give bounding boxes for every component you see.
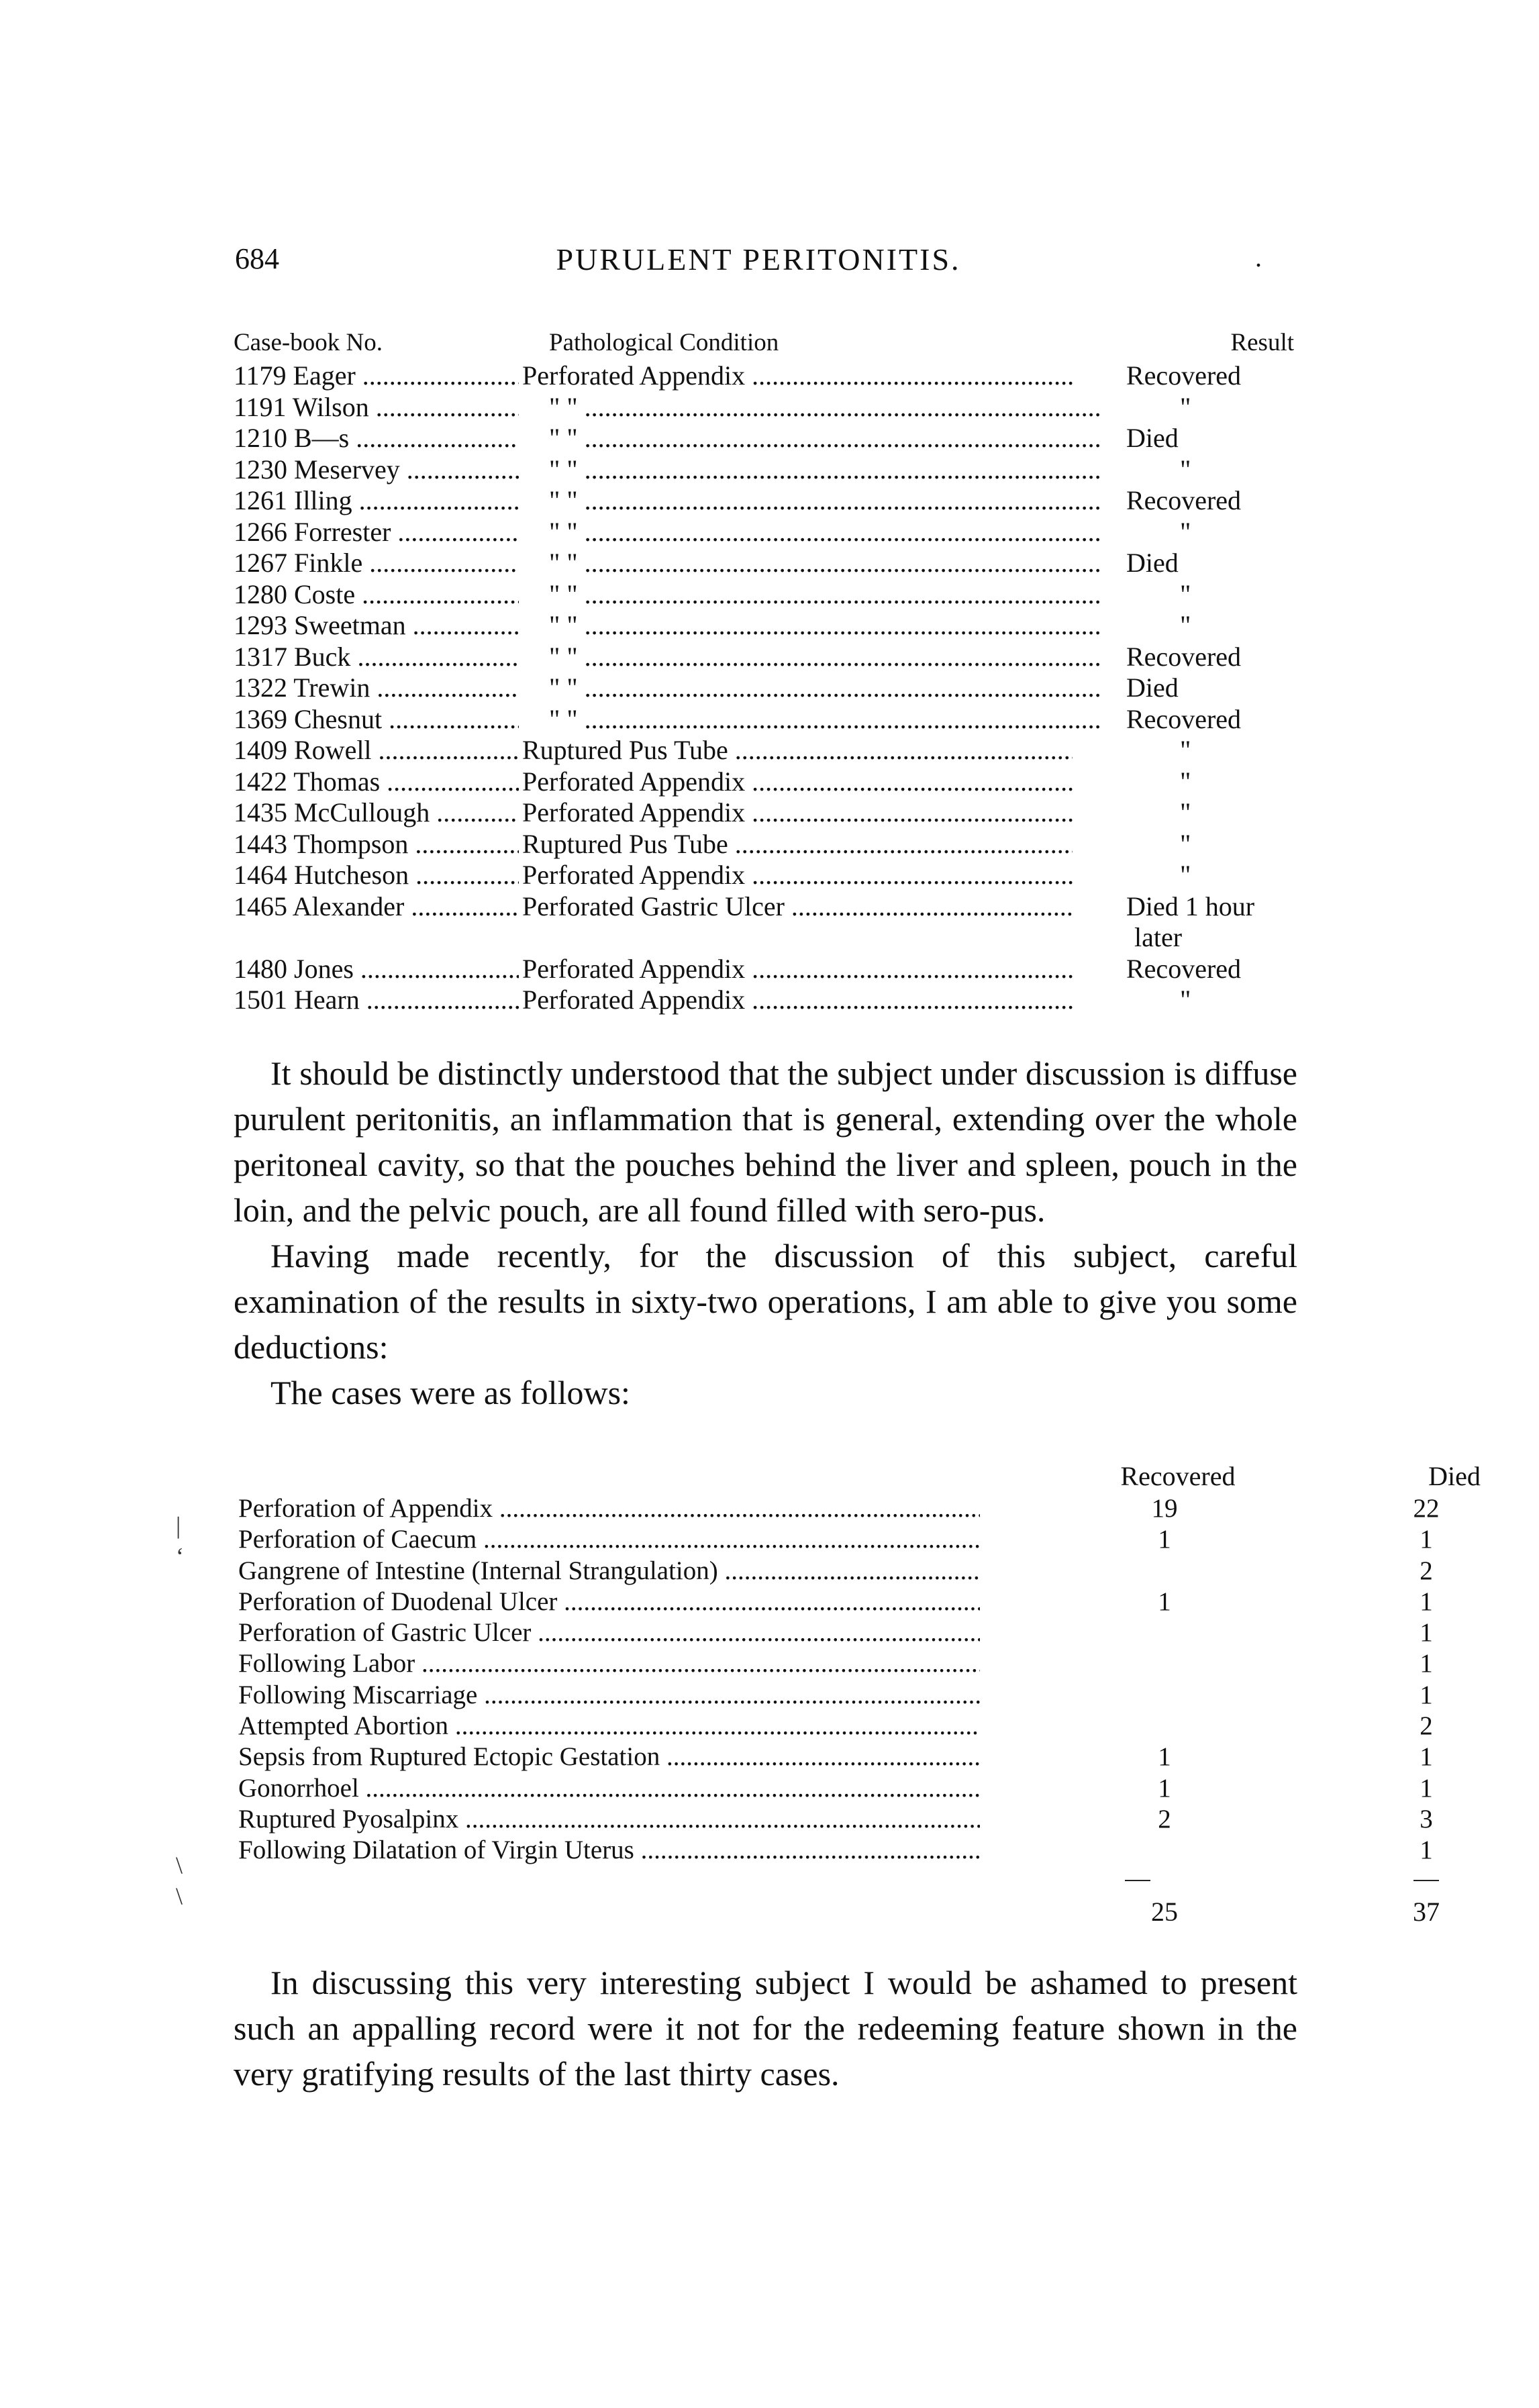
case-number: 1266 Forrester ..... [234, 517, 519, 548]
condition-label: Following Labor ..... [238, 1648, 980, 1679]
condition-header: Pathological Condition [549, 329, 779, 356]
table-row [238, 1587, 1433, 1617]
case-table [234, 325, 1294, 1016]
table-row [238, 1835, 1433, 1866]
case-table-rows [234, 360, 1294, 1016]
result: Recovered [1126, 953, 1242, 984]
died-count: 3 [1420, 1804, 1433, 1834]
total-recovered: 25 [1151, 1896, 1178, 1927]
table-row [234, 548, 1294, 579]
pathological-condition: " " ..... [522, 704, 1099, 736]
table-row [234, 454, 1294, 486]
case-number-header: Case-book No. [234, 329, 383, 356]
case-number: 1293 Sweetman ..... [234, 610, 519, 642]
died-count: 1 [1420, 1836, 1433, 1865]
died-count: 1 [1420, 1773, 1433, 1803]
died-count: 22 [1413, 1494, 1440, 1523]
case-number: 1369 Chesnut ..... [234, 704, 519, 736]
result: " [1180, 516, 1191, 547]
recovered-count: 2 [1158, 1804, 1171, 1834]
recovered-header: Recovered [1120, 1461, 1236, 1491]
table-row [234, 797, 1294, 829]
result: Died 1 hour [1126, 891, 1255, 921]
result: " [1180, 579, 1191, 609]
case-number: 1435 McCullough ..... [234, 797, 519, 829]
table-row [238, 1773, 1433, 1804]
recovered-count: 1 [1158, 1742, 1171, 1772]
pathological-condition: " " ..... [522, 548, 1099, 579]
table-row [238, 1680, 1433, 1711]
result: " [1180, 828, 1191, 859]
died-count: 1 [1420, 1680, 1433, 1709]
died-count: 2 [1420, 1711, 1433, 1741]
case-number: 1465 Alexander ..... [234, 891, 519, 923]
pathological-condition: Perforated Gastric Ulcer ..... [522, 891, 1073, 923]
table-row [238, 1648, 1433, 1679]
condition-label: Gonorrhoel ..... [238, 1773, 980, 1804]
case-number: 1501 Hearn ..... [234, 985, 519, 1016]
summary-table-header [238, 1460, 1481, 1493]
result-header: Result [1230, 329, 1294, 356]
died-count: 1 [1420, 1525, 1433, 1554]
table-row [238, 1804, 1433, 1835]
recovered-count: 1 [1158, 1587, 1171, 1616]
case-table-header [234, 325, 1294, 360]
died-header: Died [1428, 1461, 1481, 1491]
pathological-condition: Perforated Appendix ..... [522, 766, 1073, 798]
case-number: 1480 Jones ..... [234, 954, 519, 985]
discussion-paragraphs [234, 1050, 1297, 1415]
paragraph: The cases were as follows: [270, 1374, 630, 1411]
margin-marks: | ‘ \ \ [176, 1512, 184, 1909]
case-number: 1317 Buck ..... [234, 642, 519, 673]
pathological-condition: " " ..... [522, 423, 1099, 454]
result: " [1180, 391, 1191, 422]
case-number: 1409 Rowell ..... [234, 735, 519, 766]
table-row [234, 485, 1294, 517]
recovered-count: 1 [1158, 1525, 1171, 1554]
table-row [234, 985, 1294, 1016]
case-number: 1267 Finkle ..... [234, 548, 519, 579]
result: Recovered [1126, 641, 1242, 672]
table-row [238, 1493, 1440, 1524]
table-row [234, 517, 1294, 548]
table-row [234, 704, 1294, 736]
table-row [234, 423, 1294, 454]
table-row [238, 1711, 1433, 1742]
case-number: 1210 B—s ..... [234, 423, 519, 454]
table-row [234, 642, 1294, 673]
table-row [234, 610, 1294, 642]
pathological-condition: Perforated Appendix ..... [522, 360, 1073, 392]
page-header [235, 242, 1282, 289]
summary-table [238, 1460, 1481, 1930]
result: " [1180, 454, 1191, 485]
table-row [234, 954, 1294, 985]
condition-label: Perforation of Caecum ..... [238, 1524, 980, 1555]
table-row [238, 1524, 1433, 1555]
condition-label: Ruptured Pyosalpinx ..... [238, 1804, 980, 1835]
table-row [234, 392, 1294, 423]
pathological-condition: " " ..... [522, 579, 1099, 611]
summary-table-rows [238, 1493, 1440, 1866]
table-row [234, 766, 1294, 798]
pathological-condition: Ruptured Pus Tube ..... [522, 829, 1073, 860]
table-row [234, 860, 1294, 891]
pathological-condition: " " ..... [522, 517, 1099, 548]
pathological-condition: " " ..... [522, 642, 1099, 673]
died-count: 2 [1420, 1556, 1433, 1585]
result: " [1180, 860, 1191, 890]
pathological-condition: Perforated Appendix ..... [522, 797, 1073, 829]
result: " [1180, 610, 1191, 640]
pathological-condition: Perforated Appendix ..... [522, 860, 1073, 891]
table-row [234, 922, 1294, 954]
paragraph: Having made recently, for the discussion of this subject, careful examination of the results in sixty-two operations, I am able to give you some deductions: [234, 1237, 1297, 1366]
table-row [234, 360, 1294, 392]
pathological-condition: " " ..... [522, 610, 1099, 642]
result: " [1180, 735, 1191, 765]
paragraph: In discussing this very interesting subject I would be ashamed to present such an appalling record were it not for the redeeming feature shown in the very gratifying results of the last thirty cases. [234, 1964, 1297, 2093]
case-number: 1443 Thompson ..... [234, 829, 519, 860]
recovered-count: 1 [1158, 1773, 1171, 1803]
condition-label: Following Dilatation of Virgin Uterus ..... [238, 1835, 980, 1866]
closing-paragraph [234, 1960, 1297, 2097]
totals-row [238, 1893, 1440, 1930]
result: Recovered [1126, 360, 1242, 391]
died-count: 1 [1420, 1587, 1433, 1616]
result: " [1180, 985, 1191, 1015]
pathological-condition: Perforated Appendix ..... [522, 985, 1073, 1016]
case-number: 1322 Trewin ..... [234, 672, 519, 704]
recovered-count: 19 [1151, 1494, 1178, 1523]
paragraph: It should be distinctly understood that the subject under discussion is diffuse purulent peritonitis, an inflammation that is general, extending over the whole peritoneal cavity, so that the pouches behind the liver and spleen, pouch in the loin, and the pelvic pouch, are all found filled with sero-pus. [234, 1054, 1297, 1229]
result: Recovered [1126, 703, 1242, 734]
result: Died [1126, 548, 1179, 578]
condition-label: Perforation of Appendix ..... [238, 1493, 980, 1524]
header-mark: . [1255, 242, 1262, 272]
table-row [238, 1742, 1433, 1772]
pathological-condition: " " ..... [522, 454, 1099, 486]
condition-label: Attempted Abortion ..... [238, 1711, 980, 1742]
pathological-condition: " " ..... [522, 485, 1099, 517]
table-row [234, 735, 1294, 766]
total-died: 37 [1413, 1896, 1440, 1927]
result: " [1180, 797, 1191, 827]
result: later [1134, 922, 1183, 952]
table-row [238, 1556, 1433, 1587]
running-title: PURULENT PERITONITIS. [556, 242, 961, 277]
table-row [234, 672, 1294, 704]
condition-label: Sepsis from Ruptured Ectopic Gestation ..... [238, 1742, 980, 1772]
condition-label: Perforation of Gastric Ulcer ..... [238, 1617, 980, 1648]
result: Died [1126, 672, 1179, 703]
table-row [234, 829, 1294, 860]
case-number: 1280 Coste ..... [234, 579, 519, 611]
pathological-condition: Perforated Appendix ..... [522, 954, 1073, 985]
page-number: 684 [235, 242, 279, 275]
result: Recovered [1126, 485, 1242, 515]
case-number: 1179 Eager ..... [234, 360, 519, 392]
pathological-condition: " " ..... [522, 392, 1099, 423]
pathological-condition: Ruptured Pus Tube ..... [522, 735, 1073, 766]
table-row [238, 1617, 1433, 1648]
case-number: 1191 Wilson ..... [234, 392, 519, 423]
pathological-condition: " " ..... [522, 672, 1099, 704]
case-number: 1422 Thomas ..... [234, 766, 519, 798]
table-row [234, 891, 1294, 923]
table-row [234, 579, 1294, 611]
result: " [1180, 766, 1191, 797]
case-number: 1230 Meservey ..... [234, 454, 519, 486]
died-count: 1 [1420, 1618, 1433, 1648]
result: Died [1126, 423, 1179, 453]
case-number: 1261 Illing ..... [234, 485, 519, 517]
condition-label: Perforation of Duodenal Ulcer ..... [238, 1587, 980, 1617]
case-number: 1464 Hutcheson ..... [234, 860, 519, 891]
condition-label: Following Miscarriage ..... [238, 1680, 980, 1711]
died-count: 1 [1420, 1742, 1433, 1772]
died-count: 1 [1420, 1649, 1433, 1678]
condition-label: Gangrene of Intestine (Internal Strangulation) ..... [238, 1556, 980, 1587]
total-rule [238, 1866, 1295, 1893]
